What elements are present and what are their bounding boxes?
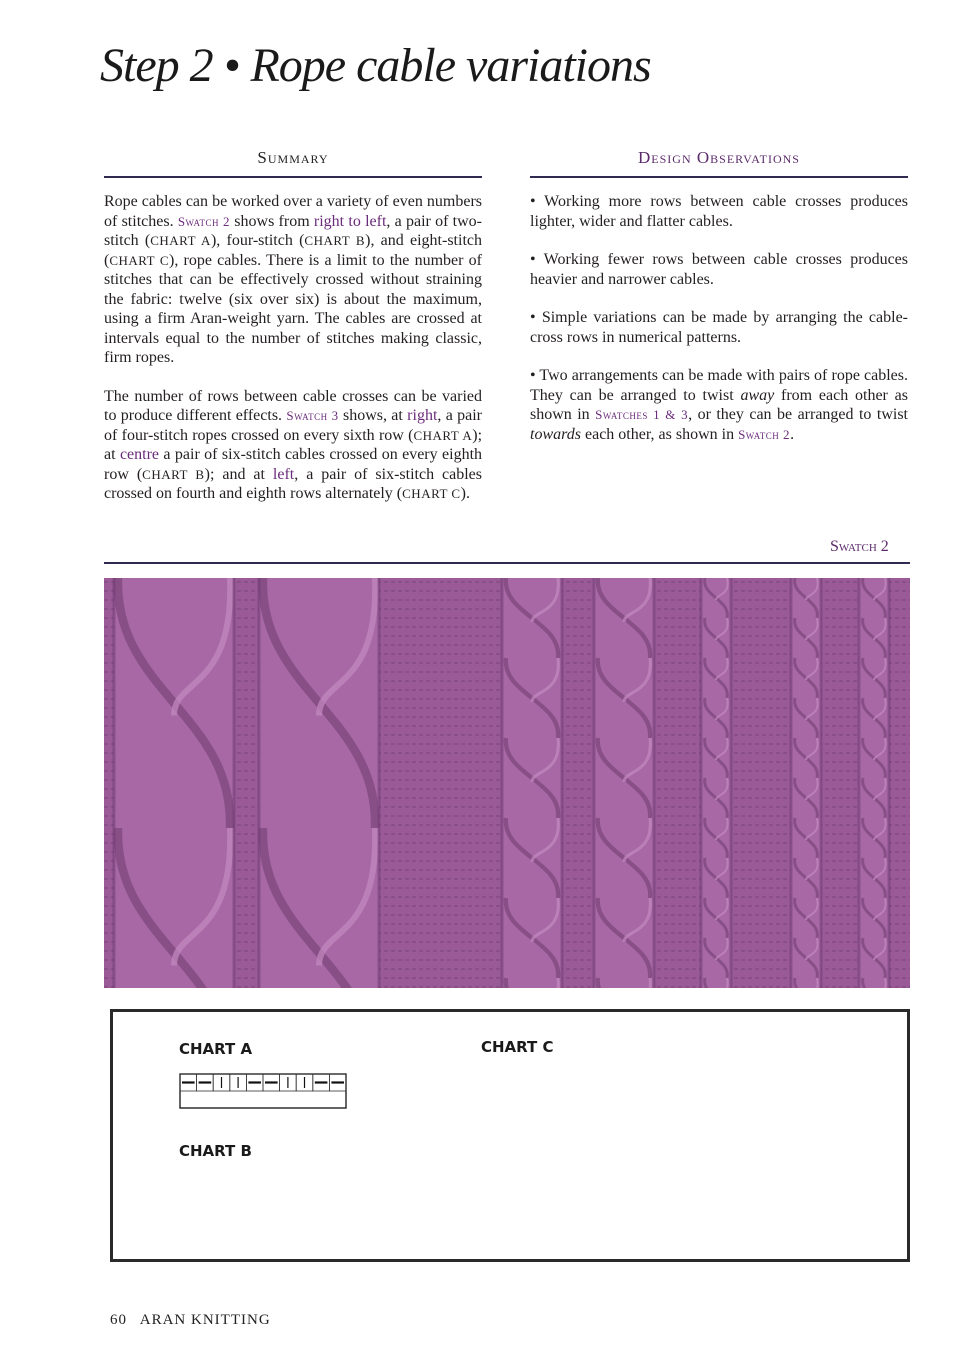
text-run: , a pair of two-stitch ( (104, 212, 483, 249)
swatch-label: Swatch 2 (830, 538, 889, 555)
text-run: ), four-stitch ( (210, 232, 305, 249)
observation-2 (530, 250, 908, 289)
text-run: ); at (104, 426, 483, 463)
chart-c-title: CHART C (481, 1038, 554, 1056)
text-run: • Simple variations can be made by arranging the cable-cross rows in numerical patterns. (530, 309, 908, 346)
book-title: ARAN KNITTING (139, 1312, 271, 1328)
summary-column (104, 148, 482, 523)
text-run: • Two arrangements can be made with pairs of rope cables. They can be arranged to twist (530, 367, 908, 404)
text-run: , or they can be arranged to twist (688, 406, 909, 423)
design-observations-column (530, 148, 908, 463)
design-observations-heading: Design Observations (530, 148, 908, 178)
text-run: shows, at (338, 407, 408, 424)
chart-a-grid (180, 1074, 346, 1108)
text-run: , a pair of four-stitch ropes crossed on every sixth row ( (104, 407, 482, 444)
observation-3 (530, 308, 908, 347)
text-run: CHART B (142, 466, 205, 482)
text-run: right to left (313, 212, 387, 230)
text-run: . (790, 425, 795, 443)
knitted-swatch-illustration (104, 578, 910, 988)
swatch-divider (104, 562, 910, 564)
text-run: • Working fewer rows between cable crosses produces heavier and narrower cables. (530, 251, 908, 288)
text-run: centre (119, 446, 160, 463)
summary-heading: Summary (104, 148, 482, 178)
text-run: CHART C (109, 252, 169, 268)
swatch-photo (104, 578, 910, 988)
stitch-charts (113, 1012, 907, 1259)
page-title: Step 2 • Rope cable variations (100, 39, 651, 92)
text-run: Rope cables can be worked over a variety of even numbers of stitches. (104, 193, 482, 230)
text-run: , a pair of six-stitch cables crossed on fourth and eighth rows alternately ( (104, 465, 482, 502)
page-footer (110, 1312, 271, 1329)
text-run: Swatch 2 (177, 213, 231, 229)
summary-paragraph-2 (104, 387, 482, 504)
text-run: ). (460, 485, 470, 502)
text-run: each other, as shown in (580, 425, 739, 443)
observation-4 (530, 366, 908, 444)
text-run: shows from (230, 212, 314, 230)
text-run: Swatch 2 (738, 426, 791, 442)
text-run: ), rope cables. There is a limit to the number of stitches that can be effectively crossed without straining the fabric: twelve (six over six) is about the maximum, using a firm Aran-weight yarn. The cables are crossed at intervals equal to the number of stitches making classic, firm ropes. (104, 251, 482, 366)
text-run: ); and at (204, 465, 273, 483)
text-run: Swatches 1 & 3 (595, 407, 689, 422)
observation-1 (530, 192, 908, 231)
text-run: left (272, 465, 295, 483)
chart-panel (110, 1009, 910, 1262)
text-run: The number of rows between cable crosses can be varied to produce different effects. (104, 387, 482, 424)
text-run: • Working more rows between cable crosses produces lighter, wider and flatter cables. (530, 193, 908, 230)
chart-a-title: CHART A (179, 1040, 253, 1058)
text-run: CHART A (413, 427, 473, 443)
text-run: towards (530, 425, 581, 443)
text-run: CHART A (150, 233, 211, 248)
text-run: away (740, 386, 775, 404)
summary-paragraph-1 (104, 192, 482, 368)
text-run: CHART C (402, 486, 461, 501)
text-run: CHART B (304, 233, 366, 248)
chart-b-title: CHART B (179, 1142, 252, 1160)
page-number: 60 (110, 1312, 127, 1328)
text-run: Swatch 3 (286, 408, 339, 423)
text-run: ), and eight-stitch ( (104, 232, 482, 269)
text-run: right (407, 407, 438, 424)
text-run: from each other as shown in (530, 386, 909, 423)
text-run: a pair of six-stitch cables crossed on every eighth row ( (104, 446, 483, 483)
